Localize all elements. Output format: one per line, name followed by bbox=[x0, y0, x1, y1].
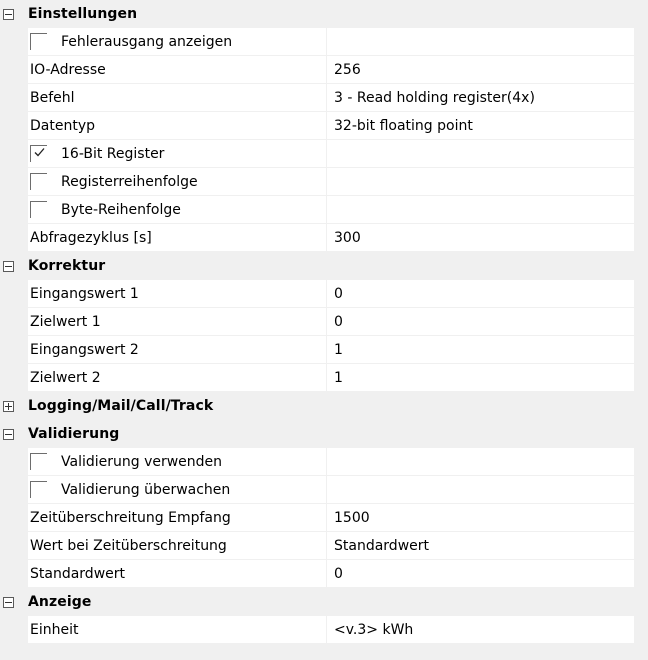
collapse-icon[interactable] bbox=[3, 597, 14, 608]
checkbox-validierung-ueberwachen[interactable] bbox=[30, 481, 47, 498]
property-name-cell bbox=[28, 448, 326, 475]
property-row-zeitueberschreitung-empfang[interactable] bbox=[28, 504, 648, 532]
collapse-icon[interactable] bbox=[3, 261, 14, 272]
expand-icon[interactable] bbox=[3, 401, 14, 412]
property-label: Befehl bbox=[30, 89, 75, 106]
property-value-validierung-verwenden[interactable] bbox=[327, 448, 634, 475]
property-value-eingangswert-1[interactable]: 0 bbox=[327, 280, 634, 307]
property-row-einheit[interactable] bbox=[28, 616, 648, 644]
property-label: Standardwert bbox=[30, 565, 125, 582]
property-value-fehlerausgang-anzeigen[interactable] bbox=[327, 28, 634, 55]
property-row-16-bit-register[interactable] bbox=[28, 140, 648, 168]
property-row-validierung-ueberwachen[interactable] bbox=[28, 476, 648, 504]
section-header-anzeige[interactable] bbox=[0, 588, 648, 616]
property-name-cell bbox=[28, 140, 326, 167]
property-row-standardwert[interactable] bbox=[28, 560, 648, 588]
property-value-zielwert-1[interactable]: 0 bbox=[327, 308, 634, 335]
property-name-cell bbox=[28, 560, 326, 587]
section-title: Anzeige bbox=[28, 594, 92, 610]
section-title: Logging/Mail/Call/Track bbox=[28, 398, 214, 414]
property-name-cell bbox=[28, 532, 326, 559]
property-label: Abfragezyklus [s] bbox=[30, 229, 152, 246]
property-value-standardwert[interactable]: 0 bbox=[327, 560, 634, 587]
property-label: Wert bei Zeitüberschreitung bbox=[30, 537, 227, 554]
property-row-befehl[interactable] bbox=[28, 84, 648, 112]
checkbox-byte-reihenfolge[interactable] bbox=[30, 201, 47, 218]
property-value-abfragezyklus-s[interactable]: 300 bbox=[327, 224, 634, 251]
property-label: Zielwert 2 bbox=[30, 369, 101, 386]
collapse-icon[interactable] bbox=[3, 429, 14, 440]
property-row-abfragezyklus-s[interactable] bbox=[28, 224, 648, 252]
property-value-befehl[interactable]: 3 - Read holding register(4x) bbox=[327, 84, 634, 111]
checkmark-icon bbox=[34, 147, 45, 158]
property-row-io-adresse[interactable] bbox=[28, 56, 648, 84]
section-header-korrektur[interactable] bbox=[0, 252, 648, 280]
property-label: Datentyp bbox=[30, 117, 95, 134]
property-value-registerreihenfolge[interactable] bbox=[327, 168, 634, 195]
property-name-cell bbox=[28, 336, 326, 363]
property-row-datentyp[interactable] bbox=[28, 112, 648, 140]
property-name-cell bbox=[28, 308, 326, 335]
property-label: Byte-Reihenfolge bbox=[61, 201, 181, 218]
property-name-cell bbox=[28, 280, 326, 307]
property-value-wert-bei-zeitueberschreitung[interactable]: Standardwert bbox=[327, 532, 634, 559]
property-row-zielwert-2[interactable] bbox=[28, 364, 648, 392]
property-value-einheit[interactable]: <v.3> kWh bbox=[327, 616, 634, 643]
property-value-datentyp[interactable]: 32-bit floating point bbox=[327, 112, 634, 139]
property-row-zielwert-1[interactable] bbox=[28, 308, 648, 336]
property-value-validierung-ueberwachen[interactable] bbox=[327, 476, 634, 503]
property-name-cell bbox=[28, 616, 326, 643]
property-value-io-adresse[interactable]: 256 bbox=[327, 56, 634, 83]
property-row-byte-reihenfolge[interactable] bbox=[28, 196, 648, 224]
checkbox-validierung-verwenden[interactable] bbox=[30, 453, 47, 470]
section-title: Validierung bbox=[28, 426, 120, 442]
checkbox-16-bit-register[interactable] bbox=[30, 145, 47, 162]
collapse-icon[interactable] bbox=[3, 9, 14, 20]
checkbox-fehlerausgang-anzeigen[interactable] bbox=[30, 33, 47, 50]
property-name-cell bbox=[28, 84, 326, 111]
property-value-16-bit-register[interactable] bbox=[327, 140, 634, 167]
property-row-validierung-verwenden[interactable] bbox=[28, 448, 648, 476]
property-name-cell bbox=[28, 56, 326, 83]
property-label: Eingangswert 1 bbox=[30, 285, 139, 302]
property-label: Registerreihenfolge bbox=[61, 173, 198, 190]
section-header-logging-mail-call-track[interactable] bbox=[0, 392, 648, 420]
checkbox-registerreihenfolge[interactable] bbox=[30, 173, 47, 190]
property-label: Einheit bbox=[30, 621, 79, 638]
property-label: Validierung verwenden bbox=[61, 453, 223, 470]
property-name-cell bbox=[28, 364, 326, 391]
section-title: Korrektur bbox=[28, 258, 106, 274]
property-name-cell bbox=[28, 168, 326, 195]
property-name-cell bbox=[28, 476, 326, 503]
property-label: Validierung überwachen bbox=[61, 481, 231, 498]
property-label: Zielwert 1 bbox=[30, 313, 101, 330]
property-label: Zeitüberschreitung Empfang bbox=[30, 509, 231, 526]
property-row-eingangswert-1[interactable] bbox=[28, 280, 648, 308]
property-row-registerreihenfolge[interactable] bbox=[28, 168, 648, 196]
property-value-byte-reihenfolge[interactable] bbox=[327, 196, 634, 223]
section-header-validierung[interactable] bbox=[0, 420, 648, 448]
property-value-eingangswert-2[interactable]: 1 bbox=[327, 336, 634, 363]
section-header-einstellungen[interactable] bbox=[0, 0, 648, 28]
property-name-cell bbox=[28, 504, 326, 531]
property-label: 16-Bit Register bbox=[61, 145, 165, 162]
property-value-zeitueberschreitung-empfang[interactable]: 1500 bbox=[327, 504, 634, 531]
property-name-cell bbox=[28, 112, 326, 139]
property-label: IO-Adresse bbox=[30, 61, 106, 78]
property-value-zielwert-2[interactable]: 1 bbox=[327, 364, 634, 391]
property-label: Fehlerausgang anzeigen bbox=[61, 33, 233, 50]
section-title: Einstellungen bbox=[28, 6, 138, 22]
property-row-eingangswert-2[interactable] bbox=[28, 336, 648, 364]
property-row-wert-bei-zeitueberschreitung[interactable] bbox=[28, 532, 648, 560]
property-name-cell bbox=[28, 28, 326, 55]
property-name-cell bbox=[28, 196, 326, 223]
property-label: Eingangswert 2 bbox=[30, 341, 139, 358]
property-row-fehlerausgang-anzeigen[interactable] bbox=[28, 28, 648, 56]
property-name-cell bbox=[28, 224, 326, 251]
